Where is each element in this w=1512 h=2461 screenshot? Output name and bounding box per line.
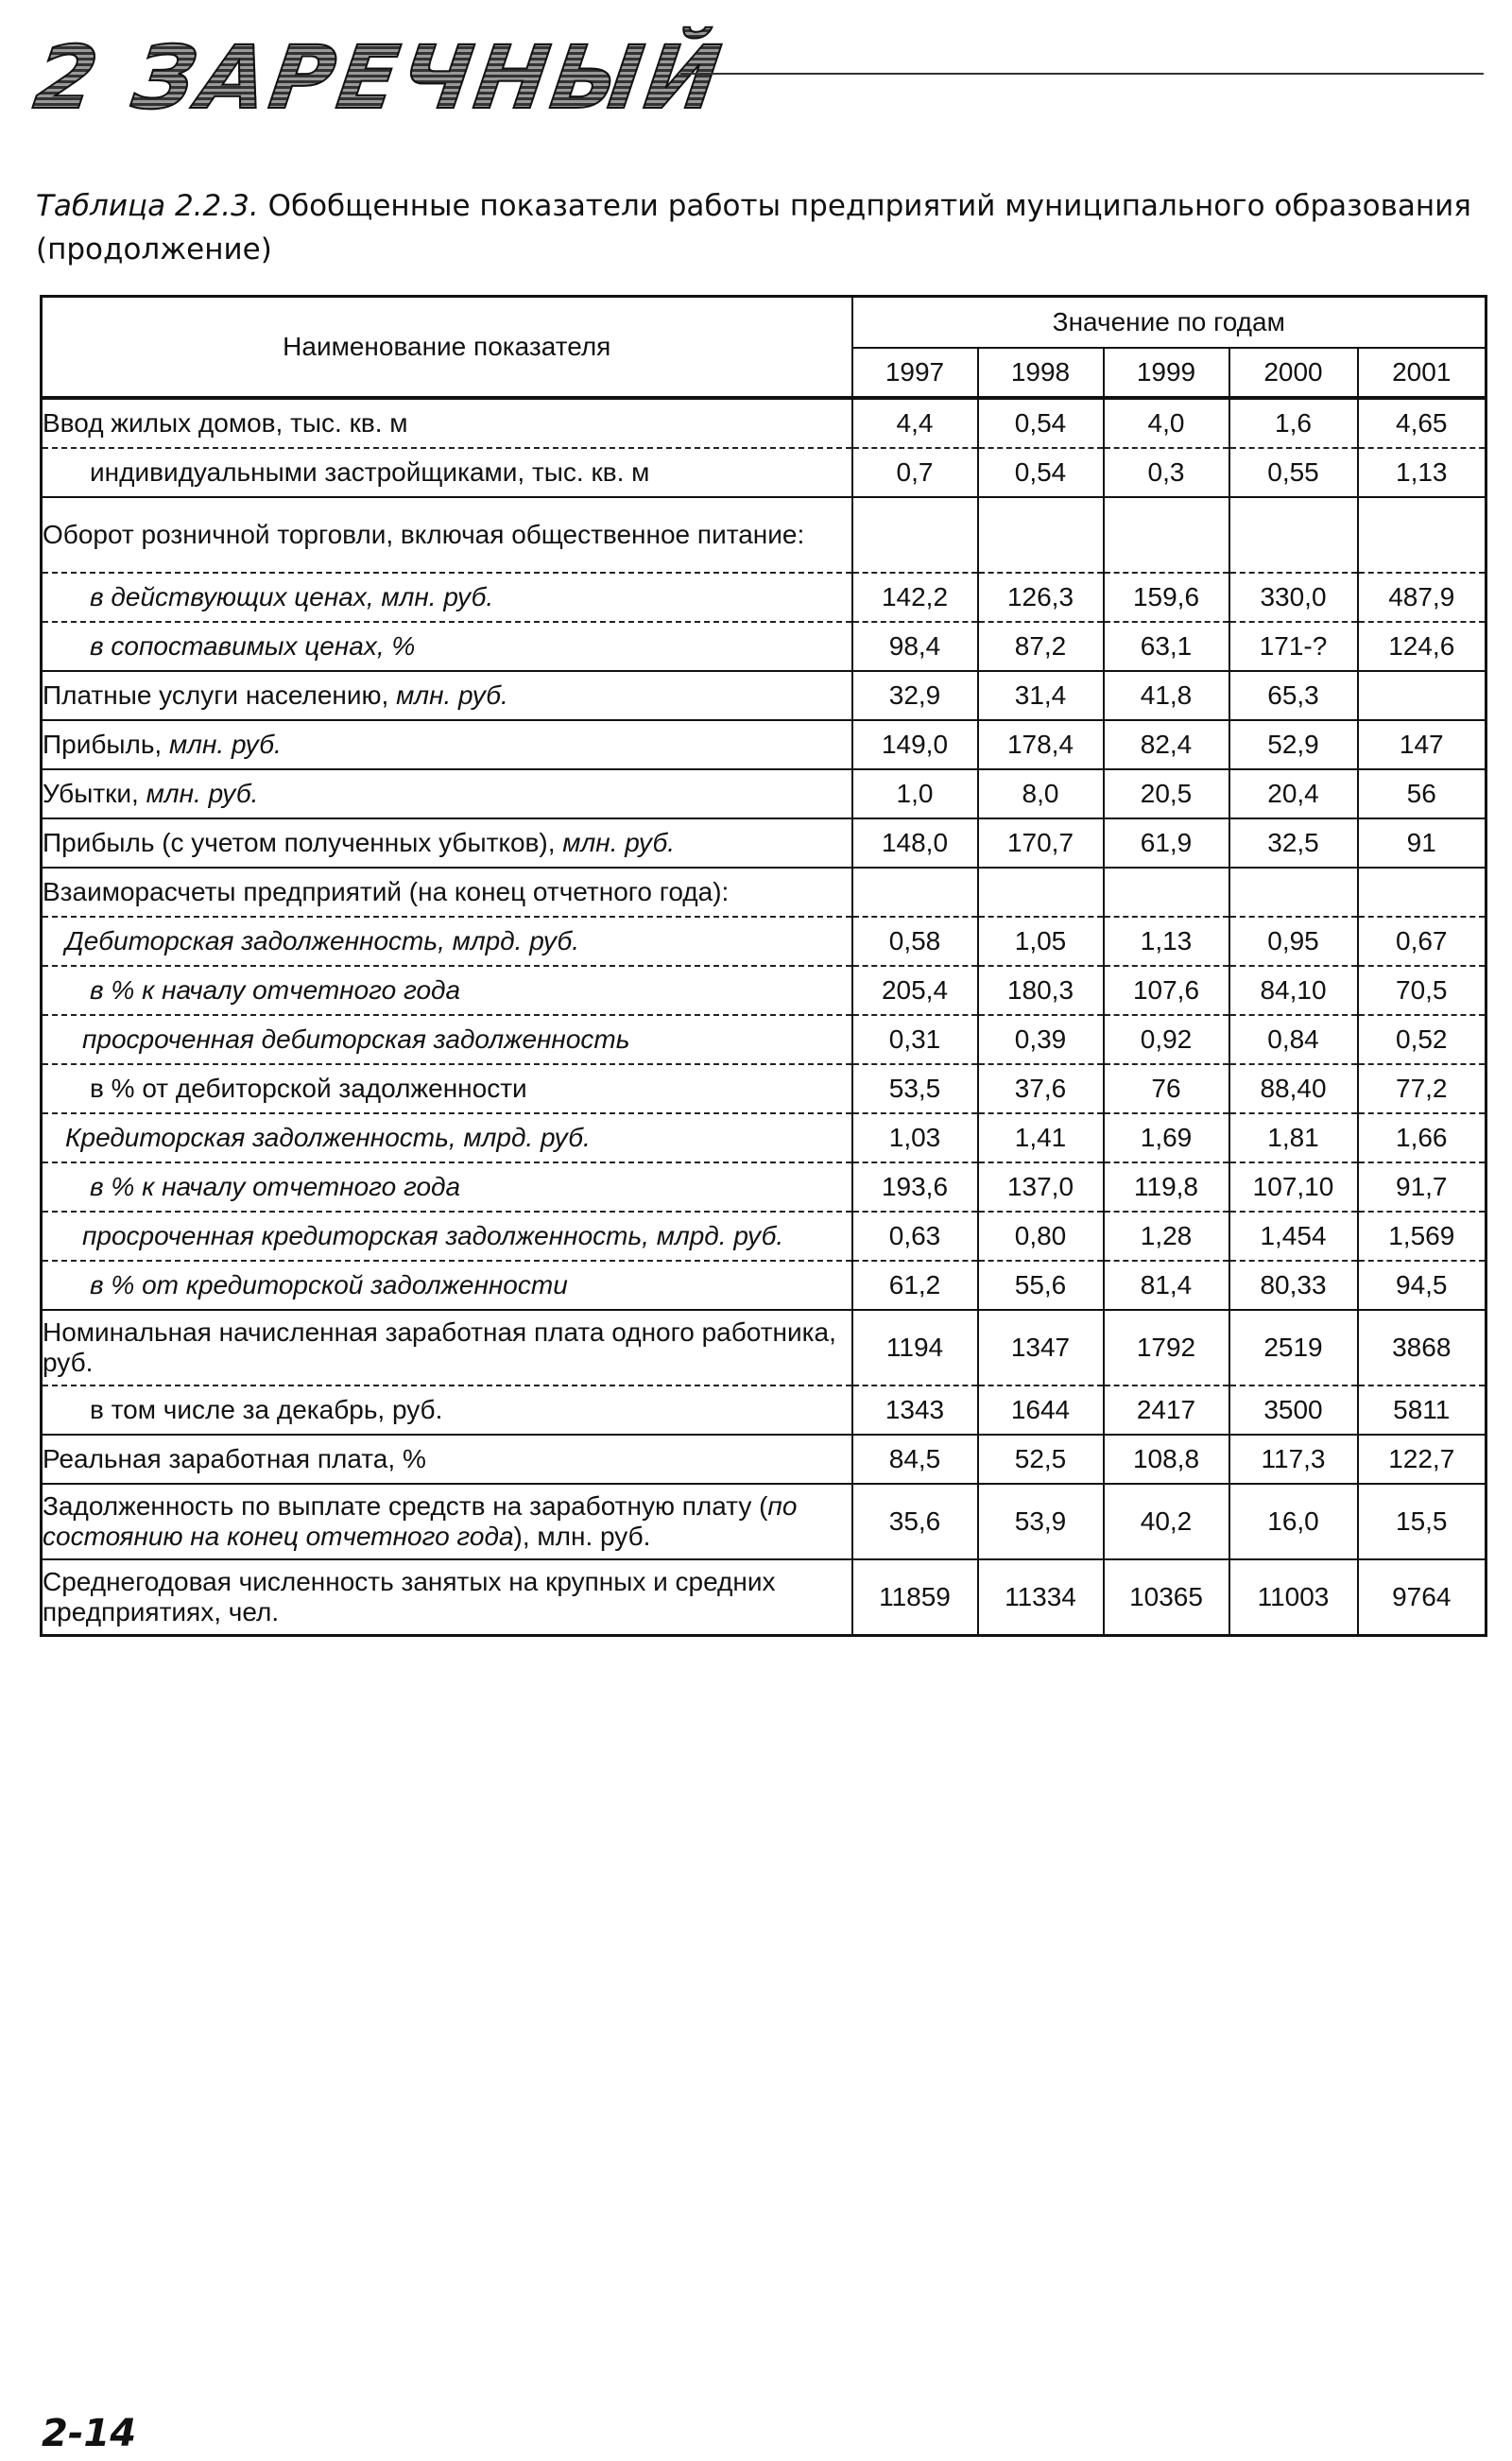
value-cell: 119,8 — [1104, 1162, 1229, 1212]
row-label: Взаиморасчеты предприятий (на конец отчетного года): — [42, 868, 852, 917]
value-cell: 0,3 — [1104, 448, 1229, 497]
row-label: просроченная кредиторская задолженность, млрд. руб. — [42, 1212, 852, 1261]
value-cell — [1104, 868, 1229, 917]
value-cell: 149,0 — [852, 720, 978, 769]
row-label: в % от кредиторской задолженности — [42, 1261, 852, 1310]
value-cell: 0,54 — [978, 448, 1104, 497]
value-cell: 8,0 — [978, 769, 1104, 818]
row-label: Среднегодовая численность занятых на крупных и средних предприятиях, чел. — [42, 1559, 852, 1636]
value-cell: 0,55 — [1229, 448, 1358, 497]
value-cell: 148,0 — [852, 818, 978, 868]
row-label-unit: млн. руб. — [146, 779, 259, 808]
value-cell: 37,6 — [978, 1064, 1104, 1113]
value-cell: 0,52 — [1358, 1015, 1486, 1064]
value-cell: 56 — [1358, 769, 1486, 818]
value-cell: 1194 — [852, 1310, 978, 1385]
value-cell: 159,6 — [1104, 573, 1229, 622]
row-label-main: Убытки, — [43, 779, 146, 808]
value-cell: 4,0 — [1104, 398, 1229, 448]
value-cell: 1792 — [1104, 1310, 1229, 1385]
value-cell: 0,63 — [852, 1212, 978, 1261]
value-cell: 87,2 — [978, 622, 1104, 671]
row-label: Дебиторская задолженность, млрд. руб. — [42, 917, 852, 966]
name-column-header: Наименование показателя — [42, 297, 852, 399]
value-cell: 1,569 — [1358, 1212, 1486, 1261]
table-row — [42, 917, 1486, 966]
value-cell: 108,8 — [1104, 1435, 1229, 1484]
value-cell: 98,4 — [852, 622, 978, 671]
value-cell: 65,3 — [1229, 671, 1358, 720]
value-cell: 81,4 — [1104, 1261, 1229, 1310]
table-row — [42, 622, 1486, 671]
value-cell: 107,10 — [1229, 1162, 1358, 1212]
value-cell: 2519 — [1229, 1310, 1358, 1385]
value-cell: 330,0 — [1229, 573, 1358, 622]
value-cell: 32,5 — [1229, 818, 1358, 868]
value-cell: 40,2 — [1104, 1484, 1229, 1559]
table-row — [42, 1435, 1486, 1484]
value-cell: 61,9 — [1104, 818, 1229, 868]
value-cell: 3500 — [1229, 1385, 1358, 1435]
value-cell: 84,5 — [852, 1435, 978, 1484]
value-cell: 0,7 — [852, 448, 978, 497]
row-label-tail: ), млн. руб. — [513, 1522, 651, 1551]
row-label-main: Платные услуги населению, — [43, 680, 397, 710]
value-cell: 3868 — [1358, 1310, 1486, 1385]
table-row — [42, 868, 1486, 917]
row-label: в % от дебиторской задолженности — [42, 1064, 852, 1113]
table-row — [42, 1385, 1486, 1435]
value-cell: 0,67 — [1358, 917, 1486, 966]
value-cell: 0,31 — [852, 1015, 978, 1064]
value-cell: 1,81 — [1229, 1113, 1358, 1162]
value-cell — [1104, 497, 1229, 573]
value-cell: 205,4 — [852, 966, 978, 1015]
value-cell: 1343 — [852, 1385, 978, 1435]
value-cell: 117,3 — [1229, 1435, 1358, 1484]
value-cell: 142,2 — [852, 573, 978, 622]
value-cell: 1,13 — [1104, 917, 1229, 966]
value-cell: 11334 — [978, 1559, 1104, 1636]
caption-label: Таблица 2.2.3. — [36, 189, 259, 223]
value-cell: 1,05 — [978, 917, 1104, 966]
table-row — [42, 1559, 1486, 1636]
value-cell — [978, 497, 1104, 573]
value-cell: 2417 — [1104, 1385, 1229, 1435]
row-label — [42, 1484, 852, 1559]
page-number: 2-14 — [42, 2412, 137, 2455]
value-cell: 55,6 — [978, 1261, 1104, 1310]
value-cell: 122,7 — [1358, 1435, 1486, 1484]
value-cell: 0,80 — [978, 1212, 1104, 1261]
value-cell: 0,84 — [1229, 1015, 1358, 1064]
row-label — [42, 769, 852, 818]
row-label: в действующих ценах, млн. руб. — [42, 573, 852, 622]
table-row — [42, 448, 1486, 497]
value-cell: 1,66 — [1358, 1113, 1486, 1162]
table-row — [42, 398, 1486, 448]
value-cell: 1,03 — [852, 1113, 978, 1162]
row-label — [42, 818, 852, 868]
value-cell: 107,6 — [1104, 966, 1229, 1015]
value-cell: 11003 — [1229, 1559, 1358, 1636]
row-label: просроченная дебиторская задолженность — [42, 1015, 852, 1064]
row-label: в том числе за декабрь, руб. — [42, 1385, 852, 1435]
value-cell: 0,92 — [1104, 1015, 1229, 1064]
value-cell: 147 — [1358, 720, 1486, 769]
chapter-title: 2 ЗАРЕЧНЫЙ — [28, 27, 730, 129]
value-cell: 0,54 — [978, 398, 1104, 448]
value-cell: 1,28 — [1104, 1212, 1229, 1261]
value-cell: 0,39 — [978, 1015, 1104, 1064]
year-header: 1999 — [1104, 348, 1229, 398]
value-cell: 170,7 — [978, 818, 1104, 868]
indicators-table — [40, 295, 1487, 1637]
value-cell: 61,2 — [852, 1261, 978, 1310]
row-label-unit: млн. руб. — [168, 730, 282, 759]
row-label — [42, 720, 852, 769]
table-row — [42, 818, 1486, 868]
value-cell: 52,5 — [978, 1435, 1104, 1484]
value-cell: 82,4 — [1104, 720, 1229, 769]
table-row — [42, 671, 1486, 720]
table-row — [42, 497, 1486, 573]
value-cell: 11859 — [852, 1559, 978, 1636]
value-cell: 91 — [1358, 818, 1486, 868]
value-cell — [1229, 497, 1358, 573]
value-cell: 171-? — [1229, 622, 1358, 671]
table-row — [42, 720, 1486, 769]
value-cell: 77,2 — [1358, 1064, 1486, 1113]
value-cell: 53,5 — [852, 1064, 978, 1113]
value-cell: 126,3 — [978, 573, 1104, 622]
value-cell: 178,4 — [978, 720, 1104, 769]
value-cell — [852, 868, 978, 917]
value-cell: 1347 — [978, 1310, 1104, 1385]
row-label: в сопоставимых ценах, % — [42, 622, 852, 671]
table-row — [42, 1015, 1486, 1064]
value-cell: 63,1 — [1104, 622, 1229, 671]
value-cell: 1,13 — [1358, 448, 1486, 497]
row-label: Ввод жилых домов, тыс. кв. м — [42, 398, 852, 448]
value-cell: 1644 — [978, 1385, 1104, 1435]
value-cell: 180,3 — [978, 966, 1104, 1015]
value-cell: 1,454 — [1229, 1212, 1358, 1261]
value-cell: 84,10 — [1229, 966, 1358, 1015]
value-cell: 1,41 — [978, 1113, 1104, 1162]
table-row — [42, 1310, 1486, 1385]
value-cell — [978, 868, 1104, 917]
value-cell — [1358, 497, 1486, 573]
value-cell: 88,40 — [1229, 1064, 1358, 1113]
year-header: 2001 — [1358, 348, 1486, 398]
value-cell: 52,9 — [1229, 720, 1358, 769]
value-cell: 1,6 — [1229, 398, 1358, 448]
year-header: 1997 — [852, 348, 978, 398]
value-cell: 124,6 — [1358, 622, 1486, 671]
value-cell: 41,8 — [1104, 671, 1229, 720]
value-cell: 5811 — [1358, 1385, 1486, 1435]
table-row — [42, 1484, 1486, 1559]
value-cell: 32,9 — [852, 671, 978, 720]
value-cell: 70,5 — [1358, 966, 1486, 1015]
value-cell — [1358, 671, 1486, 720]
row-label-unit: по состоянию на конец отчетного года — [43, 1491, 798, 1551]
year-header: 2000 — [1229, 348, 1358, 398]
value-cell: 35,6 — [852, 1484, 978, 1559]
value-cell: 137,0 — [978, 1162, 1104, 1212]
value-cell: 76 — [1104, 1064, 1229, 1113]
value-cell: 193,6 — [852, 1162, 978, 1212]
value-cell: 53,9 — [978, 1484, 1104, 1559]
value-cell: 10365 — [1104, 1559, 1229, 1636]
table-row — [42, 1261, 1486, 1310]
row-label — [42, 671, 852, 720]
value-cell: 9764 — [1358, 1559, 1486, 1636]
table-row — [42, 769, 1486, 818]
value-cell: 20,5 — [1104, 769, 1229, 818]
value-cell — [852, 497, 978, 573]
row-label: в % к началу отчетного года — [42, 966, 852, 1015]
row-label: Номинальная начисленная заработная плата одного работника, руб. — [42, 1310, 852, 1385]
row-label: индивидуальными застройщиками, тыс. кв. м — [42, 448, 852, 497]
page-header — [28, 24, 1484, 128]
row-label-main: Задолженность по выплате средств на заработную плату ( — [43, 1491, 768, 1521]
year-header: 1998 — [978, 348, 1104, 398]
row-label: Оборот розничной торговли, включая общественное питание: — [42, 497, 852, 573]
value-cell: 4,4 — [852, 398, 978, 448]
value-cell: 20,4 — [1229, 769, 1358, 818]
value-cell: 31,4 — [978, 671, 1104, 720]
table-caption — [36, 184, 1472, 271]
value-cell: 1,0 — [852, 769, 978, 818]
value-cell: 15,5 — [1358, 1484, 1486, 1559]
years-group-header: Значение по годам — [852, 297, 1486, 349]
value-cell: 0,58 — [852, 917, 978, 966]
value-cell: 0,95 — [1229, 917, 1358, 966]
table-row — [42, 1212, 1486, 1261]
value-cell — [1229, 868, 1358, 917]
value-cell: 80,33 — [1229, 1261, 1358, 1310]
value-cell: 91,7 — [1358, 1162, 1486, 1212]
row-label-main: Прибыль (с учетом полученных убытков), — [43, 828, 563, 857]
caption-text: Обобщенные показатели работы предприятий муниципального образования (продолжение) — [36, 189, 1471, 267]
table-row — [42, 1162, 1486, 1212]
table-row — [42, 1113, 1486, 1162]
table-row — [42, 573, 1486, 622]
table-row — [42, 966, 1486, 1015]
header-rule — [680, 73, 1484, 75]
value-cell: 1,69 — [1104, 1113, 1229, 1162]
value-cell — [1358, 868, 1486, 917]
row-label-unit: млн. руб. — [562, 828, 676, 857]
value-cell: 16,0 — [1229, 1484, 1358, 1559]
row-label: в % к началу отчетного года — [42, 1162, 852, 1212]
table-row — [42, 1064, 1486, 1113]
value-cell: 4,65 — [1358, 398, 1486, 448]
row-label: Реальная заработная плата, % — [42, 1435, 852, 1484]
value-cell: 94,5 — [1358, 1261, 1486, 1310]
row-label-main: Прибыль, — [43, 730, 169, 759]
value-cell: 487,9 — [1358, 573, 1486, 622]
row-label: Кредиторская задолженность, млрд. руб. — [42, 1113, 852, 1162]
row-label-unit: млн. руб. — [396, 680, 508, 710]
